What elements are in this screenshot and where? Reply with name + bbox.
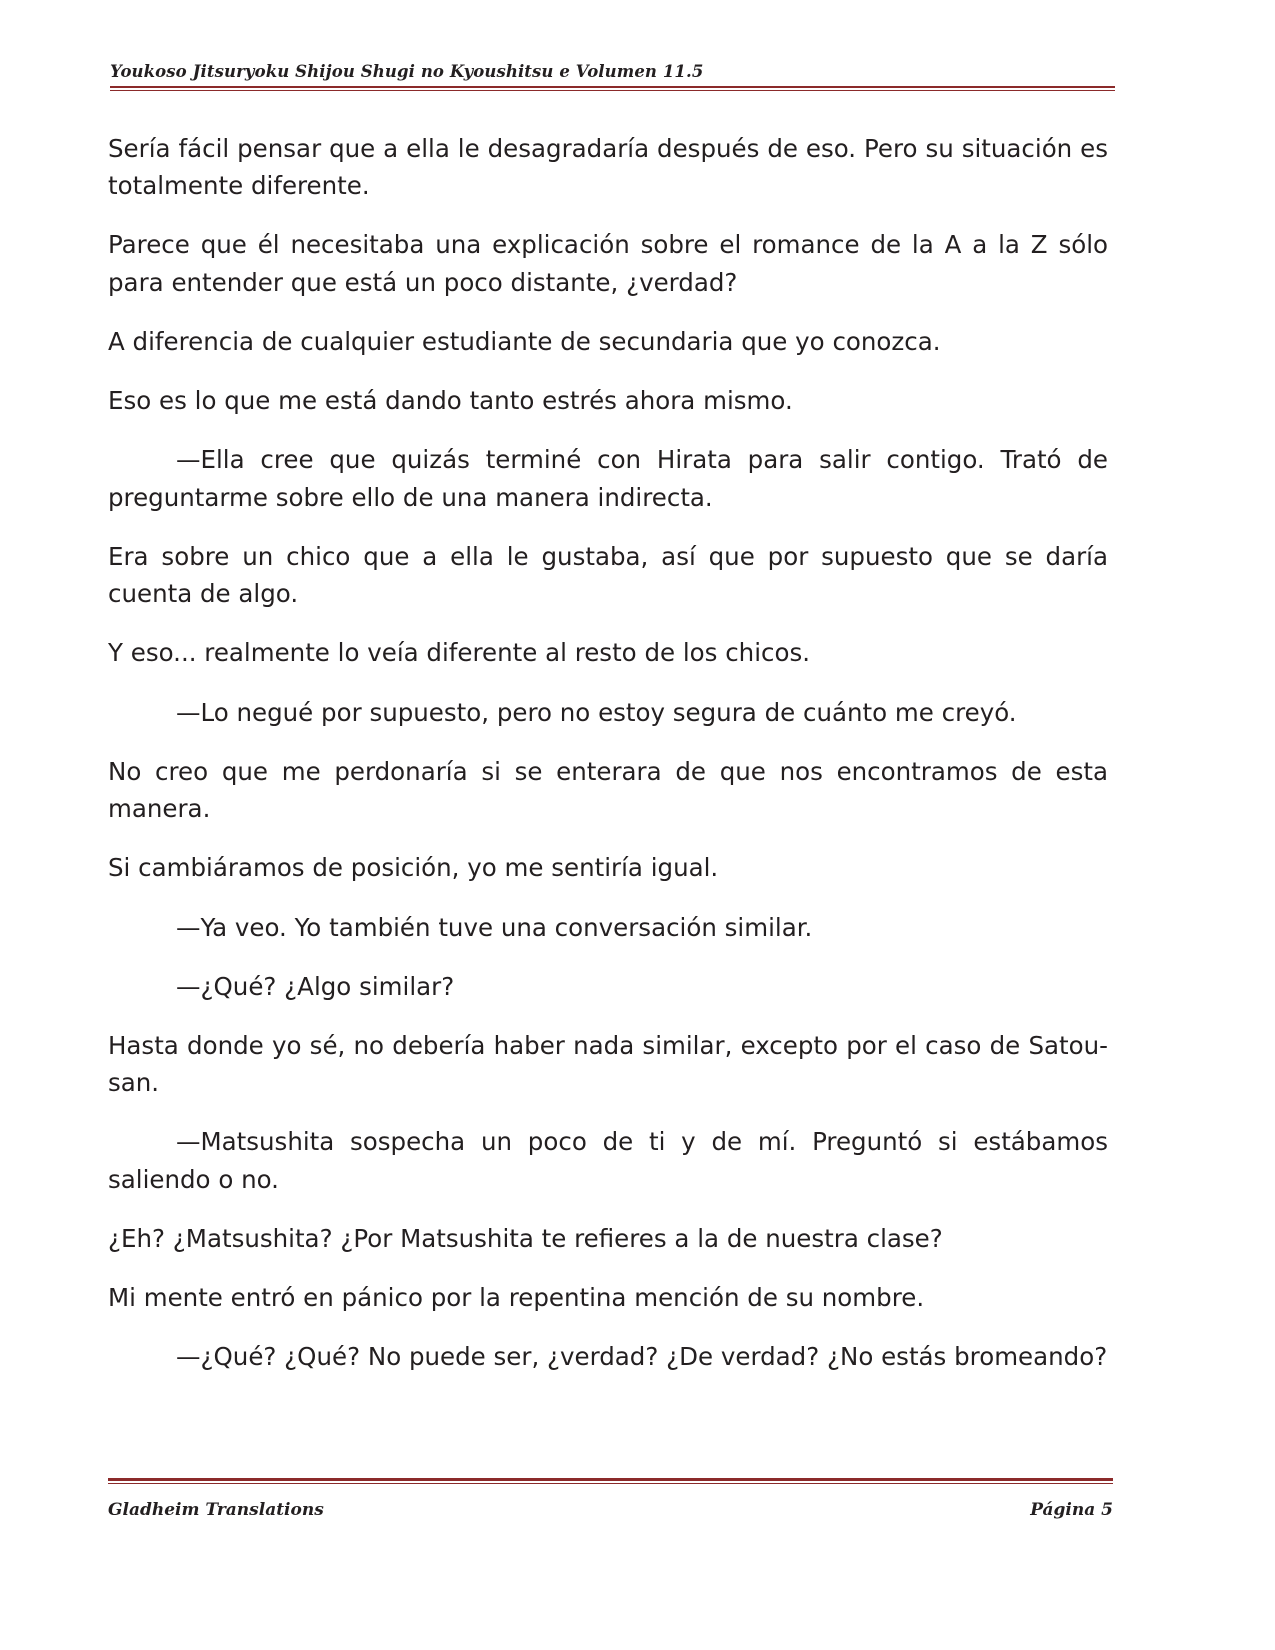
body-paragraph: No creo que me perdonaría si se enterara de que nos encontramos de esta manera.: [108, 756, 1108, 824]
dialogue-paragraph: —Matsushita sospecha un poco de ti y de mí. Preguntó si estábamos saliendo o no.: [108, 1127, 1108, 1194]
document-body: [108, 130, 1108, 1398]
body-paragraph: Y eso... realmente lo veía diferente al resto de los chicos.: [108, 638, 811, 668]
header-title: Youkoso Jitsuryoku Shijou Shugi no Kyoushitsu e Volumen 11.5: [110, 62, 704, 81]
footer-divider: [108, 1478, 1113, 1484]
footer-translator-credit: Gladheim Translations: [108, 1500, 324, 1520]
page-footer: [108, 1478, 1113, 1520]
header-divider: [110, 86, 1115, 91]
body-paragraph: Eso es lo que me está dando tanto estrés ahora mismo.: [108, 386, 793, 416]
body-paragraph: Mi mente entró en pánico por la repentina mención de su nombre.: [108, 1283, 925, 1313]
body-paragraph: Sería fácil pensar que a ella le desagradaría después de eso. Pero su situación es totalmente diferente.: [108, 134, 1108, 201]
body-paragraph: Parece que él necesitaba una explicación sobre el romance de la A a la Z sólo para entender que está un poco distante, ¿verdad?: [108, 230, 1108, 297]
dialogue-paragraph: —Lo negué por supuesto, pero no estoy segura de cuánto me creyó.: [176, 697, 1017, 727]
dialogue-paragraph: —¿Qué? ¿Algo similar?: [176, 971, 455, 1001]
dialogue-paragraph: —¿Qué? ¿Qué? No puede ser, ¿verdad? ¿De verdad? ¿No estás bromeando?: [176, 1342, 1108, 1372]
footer-row: [108, 1500, 1113, 1520]
body-paragraph: Hasta donde yo sé, no debería haber nada similar, excepto por el caso de Satou-san.: [108, 1030, 1108, 1098]
page-header: [110, 62, 1110, 91]
body-paragraph: A diferencia de cualquier estudiante de secundaria que yo conozca.: [108, 326, 941, 356]
body-paragraph: Era sobre un chico que a ella le gustaba, así que por supuesto que se daría cuenta de algo.: [108, 541, 1108, 609]
dialogue-paragraph: —Ella cree que quizás terminé con Hirata para salir contigo. Trató de preguntarme sobre ello de una manera indirecta.: [108, 445, 1108, 512]
dialogue-paragraph: —Ya veo. Yo también tuve una conversación similar.: [176, 912, 813, 942]
body-paragraph: ¿Eh? ¿Matsushita? ¿Por Matsushita te refieres a la de nuestra clase?: [108, 1223, 943, 1253]
footer-page-number: Página 5: [1030, 1500, 1113, 1520]
body-paragraph: Si cambiáramos de posición, yo me sentiría igual.: [108, 853, 719, 883]
